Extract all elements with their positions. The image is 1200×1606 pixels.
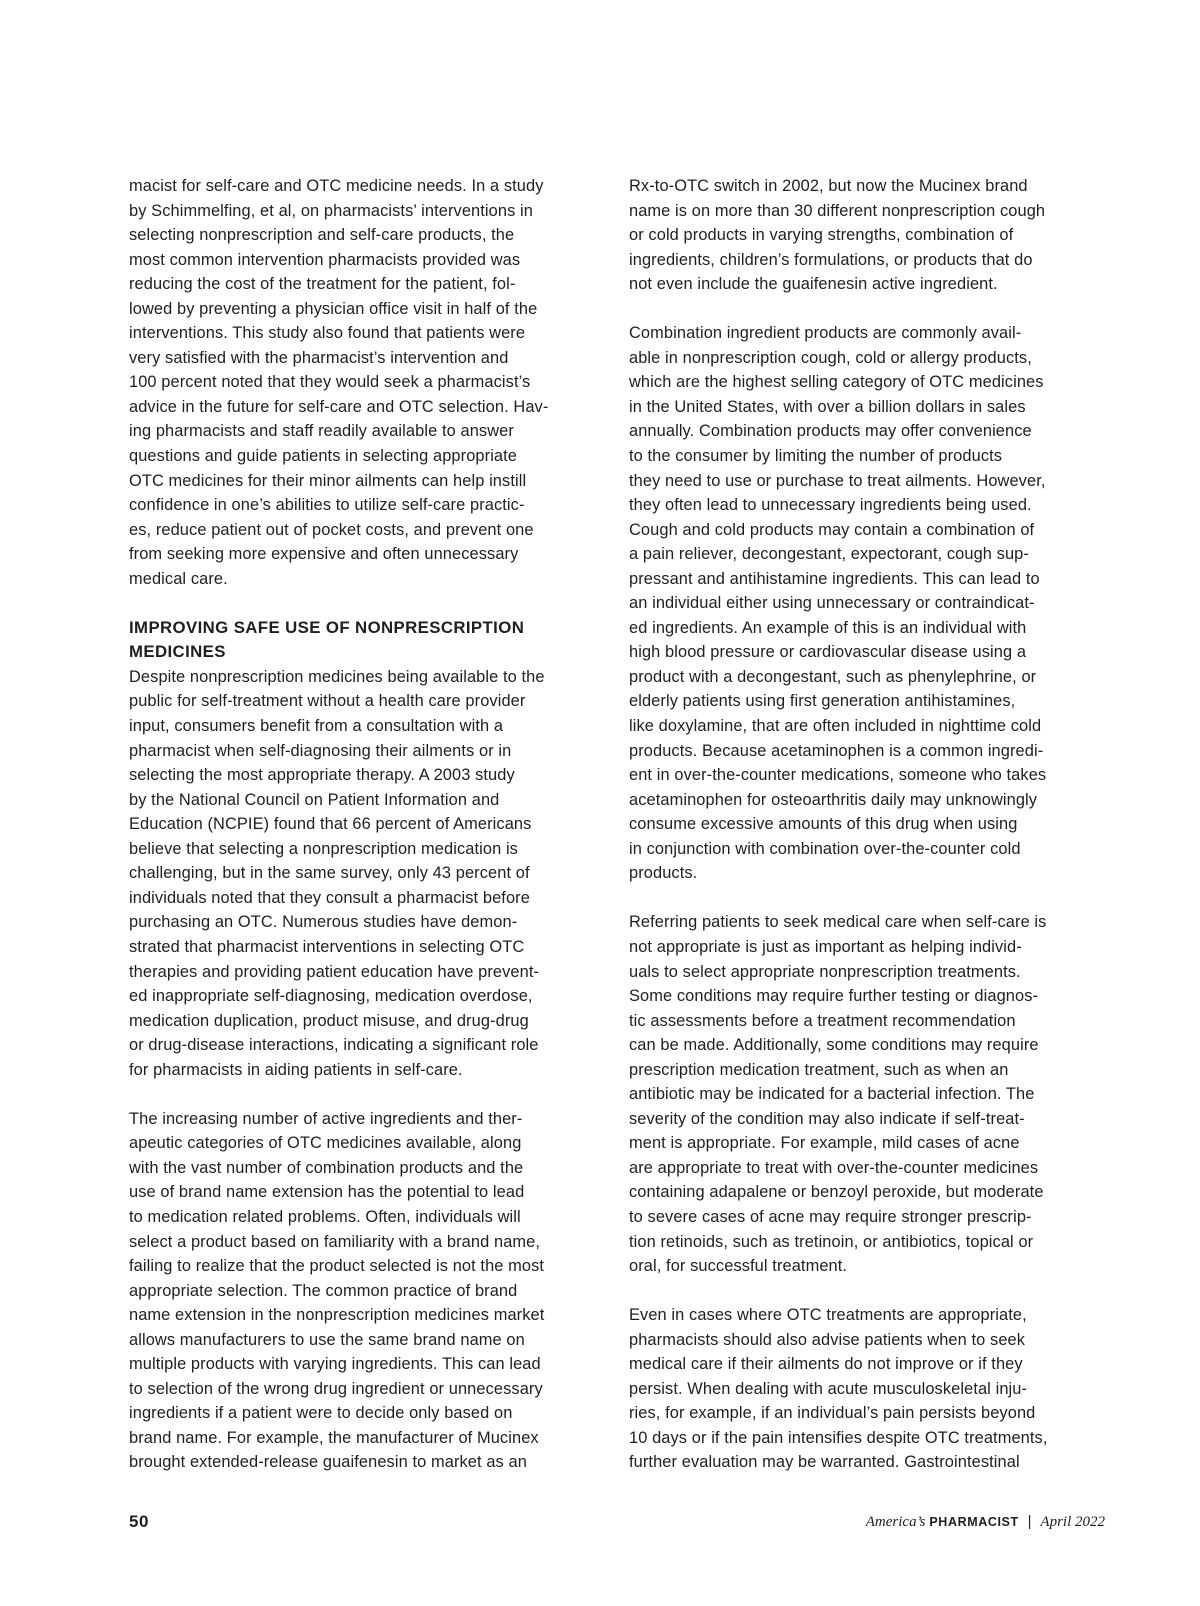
text-line: select a product based on familiarity with a brand name, (129, 1232, 541, 1251)
text-line: public for self-treatment without a health care provider (129, 692, 526, 711)
text-line: or cold products in varying strengths, combination of (629, 226, 1014, 245)
text-line: name extension in the nonprescription medicines market (129, 1306, 545, 1325)
text-line: tion retinoids, such as tretinoin, or antibiotics, topical or (629, 1232, 1034, 1251)
text-line: annually. Combination products may offer convenience (629, 422, 1032, 441)
text-line: to severe cases of acne may require stronger prescrip- (629, 1207, 1032, 1226)
text-line: severity of the condition may also indicate if self-treat- (629, 1109, 1025, 1128)
text-line: oral, for successful treatment. (629, 1257, 848, 1276)
text-line: in conjunction with combination over-the-counter cold (629, 839, 1021, 858)
text-line: The increasing number of active ingredients and ther- (129, 1109, 523, 1128)
text-line: ries, for example, if an individual’s pain persists beyond (629, 1404, 1036, 1423)
text-line: which are the highest selling category of OTC medicines (629, 373, 1044, 392)
text-line: not even include the guaifenesin active ingredient. (629, 275, 998, 294)
text-line: persist. When dealing with acute musculoskeletal inju- (629, 1379, 1028, 1398)
text-line: to selection of the wrong drug ingredient or unnecessary (129, 1379, 543, 1398)
text-line: advice in the future for self-care and OTC selection. Hav- (129, 397, 549, 416)
footer-separator: | (1027, 1513, 1032, 1530)
text-line: pharmacist when self-diagnosing their ailments or in (129, 741, 512, 760)
text-line: ed inappropriate self-diagnosing, medication overdose, (129, 987, 533, 1006)
text-line: input, consumers benefit from a consultation with a (129, 717, 504, 736)
text-line: ing pharmacists and staff readily available to answer (129, 422, 514, 441)
text-line: products. (629, 864, 698, 883)
text-line: interventions. This study also found that patients were (129, 324, 526, 343)
text-line: an individual either using unnecessary or contraindicat- (629, 594, 1035, 613)
text-line: Cough and cold products may contain a combination of (629, 520, 1035, 539)
text-line: failing to realize that the product selected is not the most (129, 1257, 545, 1276)
paragraph (629, 910, 1107, 1278)
text-line: containing adapalene or benzoyl peroxide, but moderate (629, 1183, 1044, 1202)
text-line: allows manufacturers to use the same brand name on (129, 1330, 525, 1349)
text-line: further evaluation may be warranted. Gastrointestinal (629, 1453, 1020, 1472)
text-line: Some conditions may require further testing or diagnos- (629, 987, 1039, 1006)
text-line: ent in over-the-counter medications, someone who takes (629, 766, 1047, 785)
text-line: Combination ingredient products are commonly avail- (629, 324, 1022, 343)
text-line: consume excessive amounts of this drug when using (629, 815, 1018, 834)
left-column (129, 174, 607, 1475)
paragraph (629, 321, 1107, 886)
text-line: questions and guide patients in selecting appropriate (129, 447, 518, 466)
paragraph (629, 174, 1107, 297)
text-line: by the National Council on Patient Information and (129, 790, 500, 809)
text-line: reducing the cost of the treatment for the patient, fol- (129, 275, 516, 294)
text-line: IMPROVING SAFE USE OF NONPRESCRIPTION (129, 617, 525, 637)
text-line: pressant and antihistamine ingredients. This can lead to (629, 569, 1040, 588)
text-line: a pain reliever, decongestant, expectorant, cough sup- (629, 545, 1029, 564)
text-line: by Schimmelfing, et al, on pharmacists’ interventions in (129, 201, 534, 220)
issue-date: April 2022 (1040, 1514, 1105, 1530)
text-line: brand name. For example, the manufacturer of Mucinex (129, 1428, 539, 1447)
text-line: 10 days or if the pain intensifies despite OTC treatments, (629, 1428, 1048, 1447)
text-line: they often lead to unnecessary ingredients being used. (629, 496, 1032, 515)
text-line: pharmacists should also advise patients when to seek (629, 1330, 1026, 1349)
text-line: medical care if their ailments do not improve or if they (629, 1355, 1023, 1374)
text-line: or drug-disease interactions, indicating a significant role (129, 1036, 539, 1055)
text-line: products. Because acetaminophen is a common ingredi- (629, 741, 1044, 760)
text-line: for pharmacists in aiding patients in self-care. (129, 1060, 463, 1079)
paragraph (129, 665, 607, 1082)
publication-name: PHARMACIST (929, 1515, 1019, 1529)
text-line: high blood pressure or cardiovascular disease using a (629, 643, 1027, 662)
text-line: MEDICINES (129, 642, 226, 662)
text-line: Despite nonprescription medicines being available to the (129, 667, 545, 686)
text-line: to the consumer by limiting the number of products (629, 447, 1003, 466)
text-line: therapies and providing patient education have prevent- (129, 962, 540, 981)
text-line: ingredients if a patient were to decide only based on (129, 1404, 513, 1423)
text-line: most common intervention pharmacists provided was (129, 250, 521, 269)
text-line: Rx-to-OTC switch in 2002, but now the Mucinex brand (629, 177, 1028, 195)
text-line: brought extended-release guaifenesin to market as an (129, 1453, 527, 1472)
text-line: elderly patients using first generation antihistamines, (629, 692, 1016, 711)
text-line: product with a decongestant, such as phenylephrine, or (629, 667, 1037, 686)
text-line: use of brand name extension has the potential to lead (129, 1183, 525, 1202)
text-line: from seeking more expensive and often unnecessary (129, 545, 519, 564)
text-line: prescription medication treatment, such as when an (629, 1060, 1009, 1079)
text-line: acetaminophen for osteoarthritis daily may unknowingly (629, 790, 1038, 809)
text-line: believe that selecting a nonprescription medication is (129, 839, 518, 858)
text-line: can be made. Additionally, some conditions may require (629, 1036, 1039, 1055)
text-line: Education (NCPIE) found that 66 percent of Americans (129, 815, 532, 834)
text-line: antibiotic may be indicated for a bacterial infection. The (629, 1085, 1035, 1104)
text-line: ingredients, children’s formulations, or products that do (629, 250, 1033, 269)
text-line: macist for self-care and OTC medicine needs. In a study (129, 177, 544, 195)
text-line: tic assessments before a treatment recommendation (629, 1011, 1016, 1030)
text-line: individuals noted that they consult a pharmacist before (129, 888, 530, 907)
text-line: 100 percent noted that they would seek a pharmacist’s (129, 373, 531, 392)
page-number: 50 (129, 1512, 149, 1531)
section-heading (129, 616, 607, 665)
text-line: medication duplication, product misuse, and drug-drug (129, 1011, 529, 1030)
text-line: ed ingredients. An example of this is an individual with (629, 618, 1027, 637)
text-line: apeutic categories of OTC medicines available, along (129, 1134, 522, 1153)
publication-prefix: America’s (865, 1514, 926, 1530)
paragraph (629, 1303, 1107, 1475)
text-line: very satisfied with the pharmacist’s intervention and (129, 348, 509, 367)
text-line: not appropriate is just as important as helping individ- (629, 937, 1022, 956)
paragraph (129, 174, 607, 591)
text-line: Referring patients to seek medical care when self-care is (629, 913, 1047, 932)
text-line: medical care. (129, 569, 228, 588)
text-line: uals to select appropriate nonprescription treatments. (629, 962, 1021, 981)
text-line: are appropriate to treat with over-the-counter medicines (629, 1158, 1039, 1177)
text-line: ment is appropriate. For example, mild cases of acne (629, 1134, 1020, 1153)
text-line: strated that pharmacist interventions in selecting OTC (129, 937, 525, 956)
text-line: in the United States, with over a billion dollars in sales (629, 397, 1026, 416)
text-line: like doxylamine, that are often included in nighttime cold (629, 717, 1042, 736)
text-line: purchasing an OTC. Numerous studies have demon- (129, 913, 518, 932)
text-line: lowed by preventing a physician office visit in half of the (129, 299, 538, 318)
text-line: Even in cases where OTC treatments are appropriate, (629, 1306, 1027, 1325)
running-footer (866, 1513, 1105, 1531)
text-line: challenging, but in the same survey, only 43 percent of (129, 864, 530, 883)
text-line: they need to use or purchase to treat ailments. However, (629, 471, 1046, 490)
text-line: name is on more than 30 different nonprescription cough (629, 201, 1046, 220)
text-line: selecting the most appropriate therapy. A 2003 study (129, 766, 515, 785)
text-line: with the vast number of combination products and the (129, 1158, 524, 1177)
text-line: to medication related problems. Often, individuals will (129, 1207, 521, 1226)
text-line: es, reduce patient out of pocket costs, and prevent one (129, 520, 534, 539)
text-line: able in nonprescription cough, cold or allergy products, (629, 348, 1032, 367)
paragraph (129, 1107, 607, 1475)
text-line: appropriate selection. The common practice of brand (129, 1281, 518, 1300)
text-line: OTC medicines for their minor ailments can help instill (129, 471, 527, 490)
text-line: multiple products with varying ingredients. This can lead (129, 1355, 541, 1374)
text-line: confidence in one’s abilities to utilize self-care practic- (129, 496, 525, 515)
right-column (629, 174, 1107, 1475)
text-line: selecting nonprescription and self-care products, the (129, 226, 515, 245)
